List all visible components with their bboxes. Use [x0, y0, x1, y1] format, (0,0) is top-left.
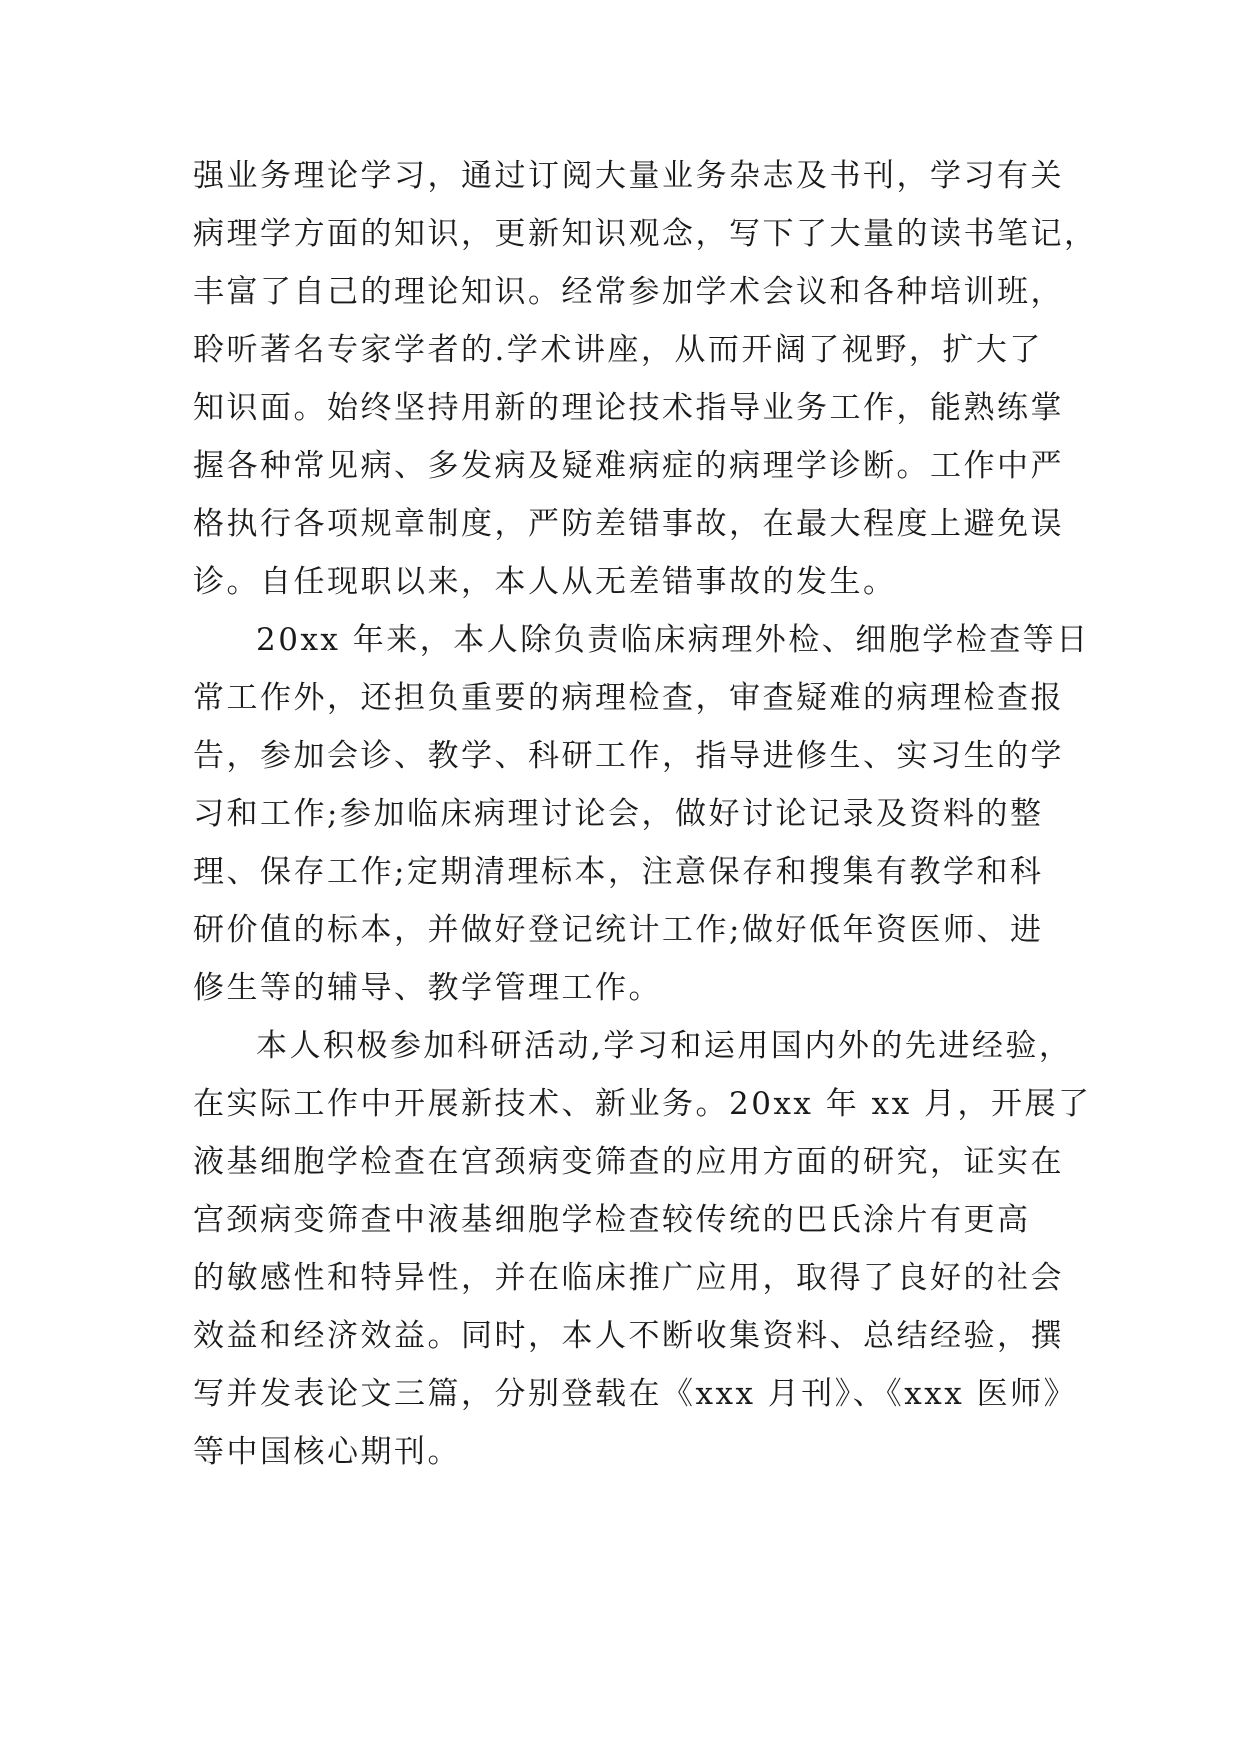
paragraph-3-line-2: 在实际工作中开展新技术、新业务。20xx 年 xx 月，开展了: [193, 1086, 1092, 1122]
paragraph-1-line-6: 握各种常见病、多发病及疑难病症的病理学诊断。工作中严: [193, 448, 1064, 484]
paragraph-2-line-5: 理、保存工作;定期清理标本，注意保存和搜集有教学和科: [193, 854, 1044, 890]
paragraph-1-line-4: 聆听著名专家学者的.学术讲座，从而开阔了视野，扩大了: [193, 332, 1043, 368]
paragraph-3-line-7: 写并发表论文三篇，分别登载在《xxx 月刊》、《xxx 医师》: [193, 1376, 1078, 1412]
paragraph-2-line-3: 告，参加会诊、教学、科研工作，指导进修生、实习生的学: [193, 738, 1064, 774]
paragraph-3-line-3: 液基细胞学检查在宫颈病变筛查的应用方面的研究，证实在: [193, 1144, 1064, 1180]
paragraph-2-line-2: 常工作外，还担负重要的病理检查，审查疑难的病理检查报: [193, 680, 1064, 716]
paragraph-1-line-5: 知识面。始终坚持用新的理论技术指导业务工作，能熟练掌: [193, 390, 1064, 426]
paragraph-1-line-1: 强业务理论学习，通过订阅大量业务杂志及书刊，学习有关: [193, 158, 1064, 194]
paragraph-3-line-4: 宫颈病变筛查中液基细胞学检查较传统的巴氏涂片有更高: [193, 1202, 1031, 1238]
paragraph-1-line-7: 格执行各项规章制度，严防差错事故，在最大程度上避免误: [193, 506, 1064, 542]
paragraph-1-line-8: 诊。自任现职以来，本人从无差错事故的发生。: [193, 564, 897, 600]
paragraph-3-line-5: 的敏感性和特异性，并在临床推广应用，取得了良好的社会: [193, 1260, 1064, 1296]
paragraph-2-line-7: 修生等的辅导、教学管理工作。: [193, 970, 662, 1006]
paragraph-2-line-6: 研价值的标本，并做好登记统计工作;做好低年资医师、进: [193, 912, 1044, 948]
paragraph-3-line-1: 本人积极参加科研活动,学习和运用国内外的先进经验，: [256, 1028, 1073, 1064]
paragraph-2-line-4: 习和工作;参加临床病理讨论会，做好讨论记录及资料的整: [193, 796, 1044, 832]
paragraph-3-line-6: 效益和经济效益。同时，本人不断收集资料、总结经验，撰: [193, 1318, 1064, 1354]
paragraph-1-line-3: 丰富了自己的理论知识。经常参加学术会议和各种培训班，: [193, 274, 1064, 310]
paragraph-1-line-2: 病理学方面的知识，更新知识观念，写下了大量的读书笔记，: [193, 216, 1098, 252]
paragraph-3-line-8: 等中国核心期刊。: [193, 1434, 461, 1470]
paragraph-2-line-1: 20xx 年来，本人除负责临床病理外检、细胞学检查等日: [256, 622, 1090, 658]
